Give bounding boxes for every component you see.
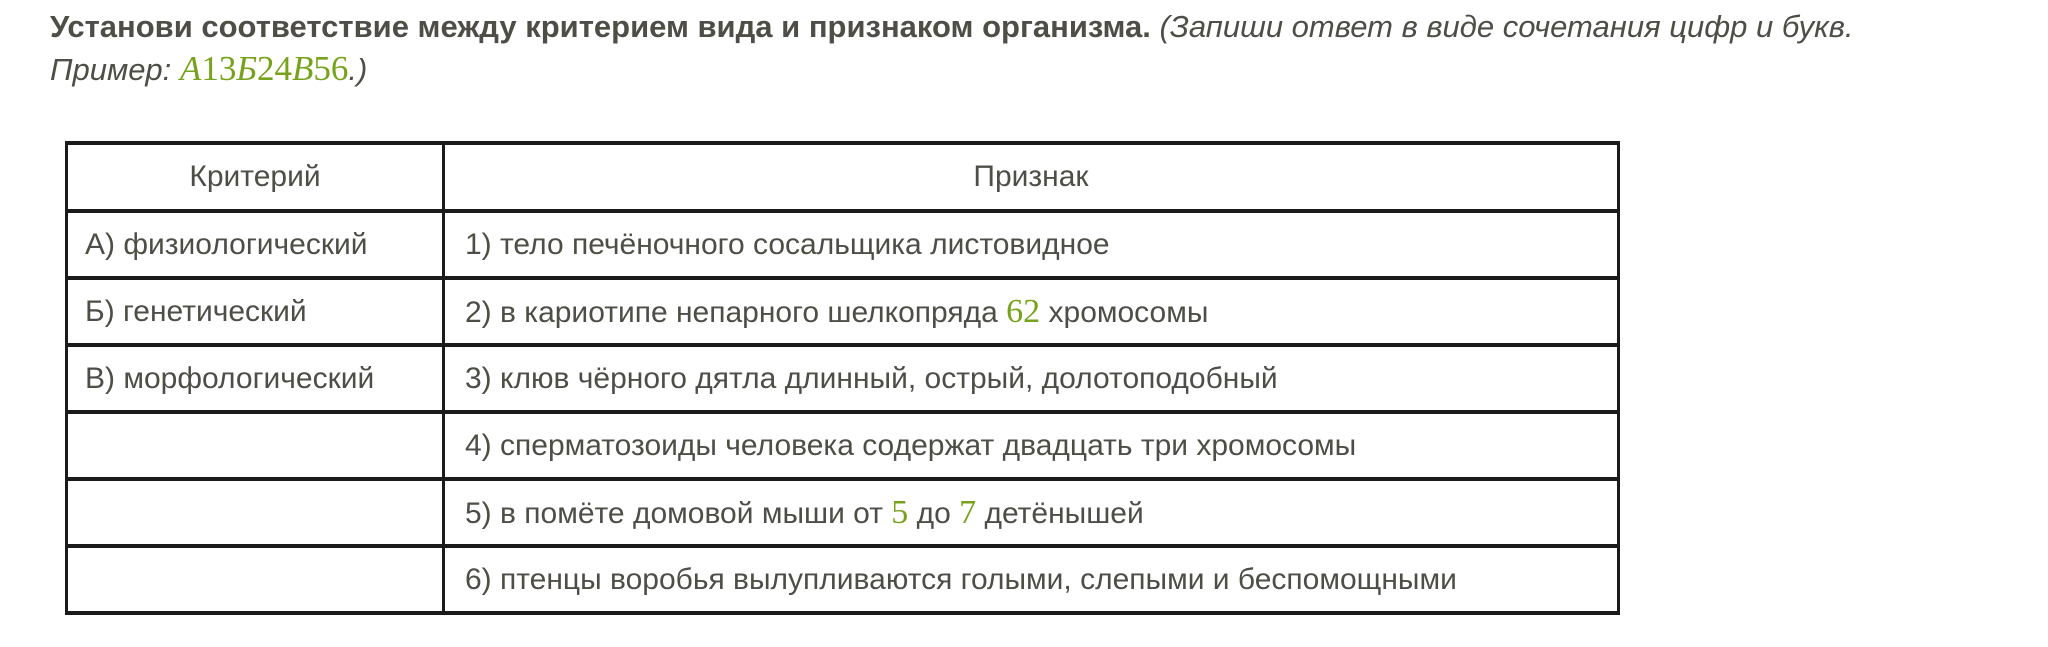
table-row <box>67 412 1619 479</box>
feature-cell <box>444 412 1619 479</box>
feature-cell <box>444 345 1619 412</box>
table-row <box>67 211 1619 278</box>
table-row <box>67 479 1619 546</box>
table-row <box>67 546 1619 613</box>
example-segment-letter: Б <box>236 49 257 88</box>
task-statement-line1 <box>50 6 2018 48</box>
feature-text: 4) сперматозоиды человека содержат двадцать три хромосомы <box>465 428 1357 462</box>
feature-text: хромосомы <box>1040 295 1209 329</box>
criterion-cell: В) морфологический <box>67 345 444 412</box>
feature-cell <box>444 546 1619 613</box>
task-statement-bold-text: Установи соответствие между критерием вида и признаком организма. <box>50 9 1151 44</box>
example-suffix: .) <box>348 52 368 87</box>
green-number: 7 <box>959 493 977 531</box>
feature-text: 5) в помёте домовой мыши от <box>465 496 892 530</box>
feature-text: 6) птенцы воробья вылупливаются голыми, слепыми и беспомощными <box>465 562 1457 596</box>
green-number: 62 <box>1006 292 1041 330</box>
feature-cell <box>444 479 1619 546</box>
feature-text: 2) в кариотипе непарного шелкопряда <box>465 295 1007 329</box>
feature-text: детёнышей <box>976 496 1144 530</box>
example-segment-letter: В <box>291 49 314 88</box>
table-header-row <box>67 143 1619 211</box>
matching-table <box>65 141 1620 615</box>
table-row <box>67 345 1619 412</box>
column-header-feature: Признак <box>444 143 1619 211</box>
criterion-cell <box>67 479 444 546</box>
criterion-cell <box>67 412 444 479</box>
column-header-criterion: Критерий <box>67 143 444 211</box>
task-statement-italic-text: (Запиши ответ в виде сочетания цифр и букв. <box>1159 9 1854 44</box>
example-segment-number: 56 <box>313 49 349 88</box>
criterion-cell: Б) генетический <box>67 278 444 345</box>
feature-cell <box>444 211 1619 278</box>
example-label: Пример: <box>50 52 172 87</box>
criterion-cell <box>67 546 444 613</box>
green-number: 5 <box>891 493 909 531</box>
feature-text: 3) клюв чёрного дятла длинный, острый, долотоподобный <box>465 361 1278 395</box>
example-answer-code <box>180 49 348 88</box>
example-segment-number: 13 <box>201 49 237 88</box>
feature-text: до <box>908 496 960 530</box>
example-segment-letter: А <box>179 49 202 88</box>
table-row <box>67 278 1619 345</box>
criterion-cell: А) физиологический <box>67 211 444 278</box>
example-segment-number: 24 <box>256 49 292 88</box>
task-statement <box>0 0 2048 91</box>
feature-cell <box>444 278 1619 345</box>
feature-text: 1) тело печёночного сосальщика листовидное <box>465 227 1110 261</box>
task-example-line <box>50 48 2018 91</box>
